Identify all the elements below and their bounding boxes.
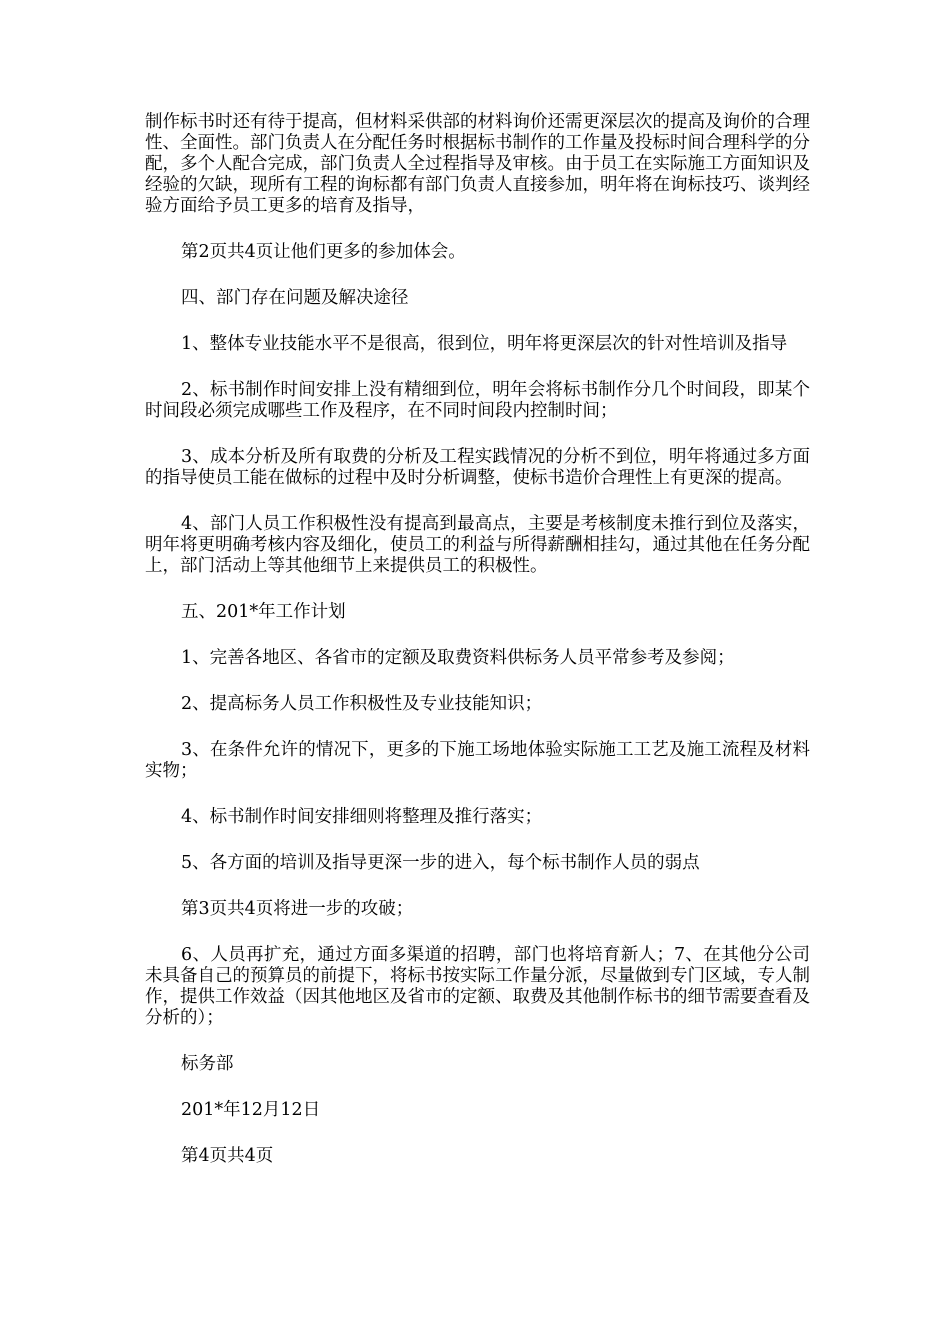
plan-item-3: 3、在条件允许的情况下，更多的下施工场地体验实际施工工艺及施工流程及材料实物；	[145, 740, 810, 781]
paragraph-continuation: 制作标书时还有待于提高，但材料采供部的材料询价还需更深层次的提高及询价的合理性、全面性。部门负责人在分配任务时根据标书制作的工作量及投标时间合理科学的分配，多个人配合完成，部门负责人全过程指导及审核。由于员工在实际施工方面知识及经验的欠缺，现所有工程的询标都有部门负责人直接参加，明年将在询标技巧、谈判经验方面给予员工更多的培育及指导，	[145, 112, 810, 216]
page-footer-4: 第4页共4页	[181, 1146, 274, 1166]
section-heading-4: 四、部门存在问题及解决途径	[181, 288, 409, 308]
problem-item-3: 3、成本分析及所有取费的分析及工程实践情况的分析不到位，明年将通过多方面的指导使员工能在做标的过程中及时分析调整，使标书造价合理性上有更深的提高。	[145, 447, 810, 488]
plan-item-1: 1、完善各地区、各省市的定额及取费资料供标务人员平常参考及参阅；	[181, 648, 735, 668]
problem-item-1: 1、整体专业技能水平不是很高，很到位，明年将更深层次的针对性培训及指导	[181, 334, 788, 354]
signature-department: 标务部	[181, 1054, 234, 1074]
problem-item-2: 2、标书制作时间安排上没有精细到位，明年会将标书制作分几个时间段，即某个时间段必须完成哪些工作及程序，在不同时间段内控制时间；	[145, 380, 810, 421]
plan-item-5: 5、各方面的培训及指导更深一步的进入，每个标书制作人员的弱点	[181, 853, 700, 873]
plan-item-6-7: 6、人员再扩充，通过方面多渠道的招聘，部门也将培育新人；7、在其他分公司未具备自己的预算员的前提下，将标书按实际工作量分派，尽量做到专门区域，专人制作，提供工作效益（因其他地区及省市的定额、取费及其他制作标书的细节需要查看及分析的）；	[145, 945, 810, 1028]
page-footer-3: 第3页共4页将进一步的攻破；	[181, 899, 414, 919]
plan-item-2: 2、提高标务人员工作积极性及专业技能知识；	[181, 694, 543, 714]
problem-item-4: 4、部门人员工作积极性没有提高到最高点，主要是考核制度未推行到位及落实，明年将更明确考核内容及细化，使员工的利益与所得薪酬相挂勾，通过其他在任务分配上，部门活动上等其他细节上来提供员工的积极性。	[145, 514, 810, 576]
signature-date: 201*年12月12日	[181, 1100, 321, 1120]
section-heading-5: 五、201*年工作计划	[181, 602, 346, 622]
page-footer-2: 第2页共4页让他们更多的参加体会。	[181, 242, 466, 262]
document-body	[145, 112, 810, 1192]
plan-item-4: 4、标书制作时间安排细则将整理及推行落实；	[181, 807, 543, 827]
